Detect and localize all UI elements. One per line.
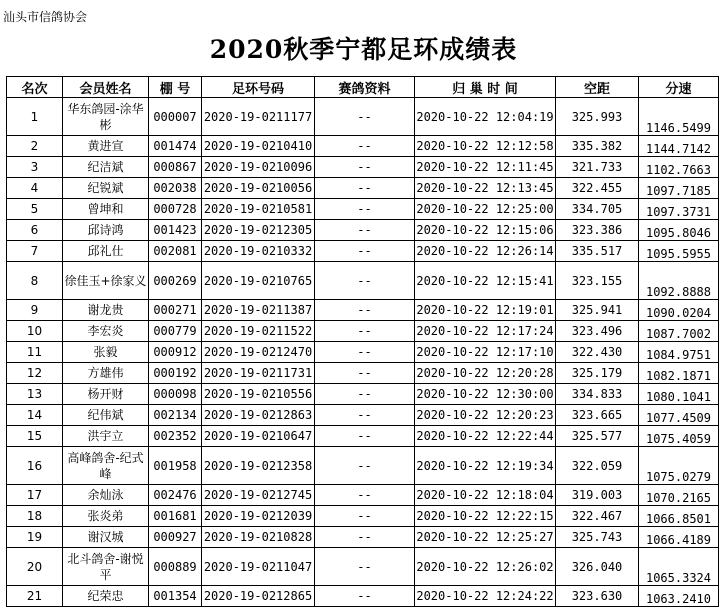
pigeon-info-cell: --	[315, 262, 415, 300]
speed-cell: 1144.7142	[639, 136, 719, 157]
speed-cell: 1066.8501	[639, 506, 719, 527]
ring-no-cell: 2020-19-0210056	[202, 178, 315, 199]
loft-no-cell: 002134	[149, 405, 202, 426]
pigeon-info-cell: --	[315, 241, 415, 262]
table-row	[7, 199, 719, 220]
table-row	[7, 98, 719, 136]
loft-no-cell: 002476	[149, 485, 202, 506]
speed-cell: 1087.7002	[639, 321, 719, 342]
rank-cell: 5	[7, 199, 63, 220]
arrival-time-cell: 2020-10-22 12:24:22	[415, 586, 556, 607]
arrival-time-cell: 2020-10-22 12:15:41	[415, 262, 556, 300]
table-row	[7, 262, 719, 300]
loft-no-cell: 002352	[149, 426, 202, 447]
loft-no-cell: 000912	[149, 342, 202, 363]
speed-cell: 1065.3324	[639, 548, 719, 586]
arrival-time-cell: 2020-10-22 12:15:06	[415, 220, 556, 241]
pigeon-info-cell: --	[315, 321, 415, 342]
pigeon-info-cell: --	[315, 426, 415, 447]
member-name-cell: 华东鸽园-涂华彬	[63, 98, 149, 136]
rank-cell: 8	[7, 262, 63, 300]
arrival-time-cell: 2020-10-22 12:17:10	[415, 342, 556, 363]
speed-cell: 1077.4509	[639, 405, 719, 426]
arrival-time-cell: 2020-10-22 12:26:02	[415, 548, 556, 586]
speed-cell: 1092.8888	[639, 262, 719, 300]
member-name-cell: 纪荣忠	[63, 586, 149, 607]
ring-no-cell: 2020-19-0210647	[202, 426, 315, 447]
pigeon-info-cell: --	[315, 220, 415, 241]
distance-cell: 325.941	[556, 300, 639, 321]
ring-no-cell: 2020-19-0212305	[202, 220, 315, 241]
arrival-time-cell: 2020-10-22 12:19:34	[415, 447, 556, 485]
member-name-cell: 谢汉城	[63, 527, 149, 548]
pigeon-info-cell: --	[315, 363, 415, 384]
table-row	[7, 506, 719, 527]
member-name-cell: 纪伟斌	[63, 405, 149, 426]
col-header-ring-no: 足环号码	[202, 77, 315, 98]
distance-cell: 323.665	[556, 405, 639, 426]
table-row	[7, 384, 719, 405]
member-name-cell: 邱诗鸿	[63, 220, 149, 241]
distance-cell: 322.455	[556, 178, 639, 199]
pigeon-info-cell: --	[315, 384, 415, 405]
rank-cell: 13	[7, 384, 63, 405]
ring-no-cell: 2020-19-0212358	[202, 447, 315, 485]
col-header-distance: 空距	[556, 77, 639, 98]
distance-cell: 323.496	[556, 321, 639, 342]
table-row	[7, 342, 719, 363]
speed-cell: 1075.0279	[639, 447, 719, 485]
rank-cell: 1	[7, 98, 63, 136]
member-name-cell: 李宏炎	[63, 321, 149, 342]
table-row	[7, 586, 719, 607]
pigeon-info-cell: --	[315, 136, 415, 157]
ring-no-cell: 2020-19-0210556	[202, 384, 315, 405]
rank-cell: 20	[7, 548, 63, 586]
distance-cell: 323.386	[556, 220, 639, 241]
distance-cell: 326.040	[556, 548, 639, 586]
pigeon-info-cell: --	[315, 199, 415, 220]
member-name-cell: 纪锐斌	[63, 178, 149, 199]
rank-cell: 10	[7, 321, 63, 342]
results-table	[6, 76, 719, 607]
arrival-time-cell: 2020-10-22 12:18:04	[415, 485, 556, 506]
col-header-rank: 名次	[7, 77, 63, 98]
rank-cell: 7	[7, 241, 63, 262]
arrival-time-cell: 2020-10-22 12:25:00	[415, 199, 556, 220]
distance-cell: 322.059	[556, 447, 639, 485]
loft-no-cell: 000269	[149, 262, 202, 300]
table-header-row	[7, 77, 719, 98]
arrival-time-cell: 2020-10-22 12:11:45	[415, 157, 556, 178]
pigeon-info-cell: --	[315, 485, 415, 506]
ring-no-cell: 2020-19-0211731	[202, 363, 315, 384]
rank-cell: 16	[7, 447, 63, 485]
loft-no-cell: 002038	[149, 178, 202, 199]
table-row	[7, 136, 719, 157]
loft-no-cell: 000779	[149, 321, 202, 342]
member-name-cell: 洪宇立	[63, 426, 149, 447]
rank-cell: 6	[7, 220, 63, 241]
rank-cell: 21	[7, 586, 63, 607]
arrival-time-cell: 2020-10-22 12:12:58	[415, 136, 556, 157]
arrival-time-cell: 2020-10-22 12:13:45	[415, 178, 556, 199]
pigeon-info-cell: --	[315, 178, 415, 199]
distance-cell: 325.993	[556, 98, 639, 136]
rank-cell: 15	[7, 426, 63, 447]
pigeon-info-cell: --	[315, 548, 415, 586]
loft-no-cell: 001681	[149, 506, 202, 527]
loft-no-cell: 000889	[149, 548, 202, 586]
speed-cell: 1082.1871	[639, 363, 719, 384]
table-row	[7, 405, 719, 426]
arrival-time-cell: 2020-10-22 12:26:14	[415, 241, 556, 262]
distance-cell: 325.577	[556, 426, 639, 447]
rank-cell: 18	[7, 506, 63, 527]
ring-no-cell: 2020-19-0210332	[202, 241, 315, 262]
distance-cell: 322.430	[556, 342, 639, 363]
distance-cell: 334.833	[556, 384, 639, 405]
loft-no-cell: 001423	[149, 220, 202, 241]
table-row	[7, 527, 719, 548]
rank-cell: 3	[7, 157, 63, 178]
arrival-time-cell: 2020-10-22 12:17:24	[415, 321, 556, 342]
organization-label: 汕头市信鸽协会	[3, 10, 88, 24]
table-row	[7, 157, 719, 178]
table-row	[7, 300, 719, 321]
ring-no-cell: 2020-19-0212865	[202, 586, 315, 607]
distance-cell: 335.382	[556, 136, 639, 157]
table-row	[7, 548, 719, 586]
rank-cell: 2	[7, 136, 63, 157]
rank-cell: 17	[7, 485, 63, 506]
loft-no-cell: 000271	[149, 300, 202, 321]
loft-no-cell: 000867	[149, 157, 202, 178]
speed-cell: 1102.7663	[639, 157, 719, 178]
ring-no-cell: 2020-19-0210828	[202, 527, 315, 548]
ring-no-cell: 2020-19-0211522	[202, 321, 315, 342]
distance-cell: 334.705	[556, 199, 639, 220]
distance-cell: 323.155	[556, 262, 639, 300]
distance-cell: 325.743	[556, 527, 639, 548]
page-title: 2020秋季宁都足环成绩表	[209, 35, 518, 64]
table-row	[7, 363, 719, 384]
member-name-cell: 张炎弟	[63, 506, 149, 527]
member-name-cell: 黄进宣	[63, 136, 149, 157]
arrival-time-cell: 2020-10-22 12:04:19	[415, 98, 556, 136]
table-row	[7, 178, 719, 199]
table-row	[7, 241, 719, 262]
speed-cell: 1075.4059	[639, 426, 719, 447]
ring-no-cell: 2020-19-0210096	[202, 157, 315, 178]
speed-cell: 1097.3731	[639, 199, 719, 220]
table-row	[7, 447, 719, 485]
distance-cell: 322.467	[556, 506, 639, 527]
distance-cell: 335.517	[556, 241, 639, 262]
rank-cell: 19	[7, 527, 63, 548]
arrival-time-cell: 2020-10-22 12:20:28	[415, 363, 556, 384]
speed-cell: 1095.5955	[639, 241, 719, 262]
member-name-cell: 高峰鸽舍-纪式峰	[63, 447, 149, 485]
pigeon-info-cell: --	[315, 157, 415, 178]
member-name-cell: 张毅	[63, 342, 149, 363]
member-name-cell: 谢龙贵	[63, 300, 149, 321]
ring-no-cell: 2020-19-0212745	[202, 485, 315, 506]
loft-no-cell: 000098	[149, 384, 202, 405]
col-header-member-name: 会员姓名	[63, 77, 149, 98]
pigeon-info-cell: --	[315, 586, 415, 607]
loft-no-cell: 002081	[149, 241, 202, 262]
arrival-time-cell: 2020-10-22 12:25:27	[415, 527, 556, 548]
loft-no-cell: 000007	[149, 98, 202, 136]
speed-cell: 1063.2410	[639, 586, 719, 607]
ring-no-cell: 2020-19-0210410	[202, 136, 315, 157]
arrival-time-cell: 2020-10-22 12:20:23	[415, 405, 556, 426]
pigeon-info-cell: --	[315, 527, 415, 548]
loft-no-cell: 000192	[149, 363, 202, 384]
loft-no-cell: 001474	[149, 136, 202, 157]
member-name-cell: 北斗鸽舍-谢悦平	[63, 548, 149, 586]
ring-no-cell: 2020-19-0211177	[202, 98, 315, 136]
rank-cell: 9	[7, 300, 63, 321]
speed-cell: 1097.7185	[639, 178, 719, 199]
loft-no-cell: 000927	[149, 527, 202, 548]
arrival-time-cell: 2020-10-22 12:30:00	[415, 384, 556, 405]
member-name-cell: 余灿泳	[63, 485, 149, 506]
ring-no-cell: 2020-19-0211047	[202, 548, 315, 586]
table-row	[7, 485, 719, 506]
member-name-cell: 徐佳玉+徐家义	[63, 262, 149, 300]
rank-cell: 11	[7, 342, 63, 363]
table-row	[7, 426, 719, 447]
speed-cell: 1084.9751	[639, 342, 719, 363]
loft-no-cell: 001958	[149, 447, 202, 485]
ring-no-cell: 2020-19-0212470	[202, 342, 315, 363]
loft-no-cell: 001354	[149, 586, 202, 607]
arrival-time-cell: 2020-10-22 12:22:15	[415, 506, 556, 527]
member-name-cell: 纪洁斌	[63, 157, 149, 178]
pigeon-info-cell: --	[315, 405, 415, 426]
rank-cell: 14	[7, 405, 63, 426]
ring-no-cell: 2020-19-0211387	[202, 300, 315, 321]
speed-cell: 1066.4189	[639, 527, 719, 548]
loft-no-cell: 000728	[149, 199, 202, 220]
member-name-cell: 曾坤和	[63, 199, 149, 220]
arrival-time-cell: 2020-10-22 12:19:01	[415, 300, 556, 321]
pigeon-info-cell: --	[315, 506, 415, 527]
rank-cell: 4	[7, 178, 63, 199]
member-name-cell: 方雄伟	[63, 363, 149, 384]
pigeon-info-cell: --	[315, 342, 415, 363]
rank-cell: 12	[7, 363, 63, 384]
distance-cell: 321.733	[556, 157, 639, 178]
table-row	[7, 220, 719, 241]
distance-cell: 325.179	[556, 363, 639, 384]
ring-no-cell: 2020-19-0212039	[202, 506, 315, 527]
member-name-cell: 杨开财	[63, 384, 149, 405]
table-row	[7, 321, 719, 342]
speed-cell: 1146.5499	[639, 98, 719, 136]
speed-cell: 1080.1041	[639, 384, 719, 405]
pigeon-info-cell: --	[315, 98, 415, 136]
ring-no-cell: 2020-19-0212863	[202, 405, 315, 426]
pigeon-info-cell: --	[315, 300, 415, 321]
col-header-speed: 分速	[639, 77, 719, 98]
col-header-loft-no: 棚 号	[149, 77, 202, 98]
col-header-arrival-time: 归 巢 时 间	[415, 77, 556, 98]
speed-cell: 1070.2165	[639, 485, 719, 506]
ring-no-cell: 2020-19-0210765	[202, 262, 315, 300]
pigeon-info-cell: --	[315, 447, 415, 485]
distance-cell: 323.630	[556, 586, 639, 607]
distance-cell: 319.003	[556, 485, 639, 506]
speed-cell: 1095.8046	[639, 220, 719, 241]
arrival-time-cell: 2020-10-22 12:22:44	[415, 426, 556, 447]
ring-no-cell: 2020-19-0210581	[202, 199, 315, 220]
speed-cell: 1090.0204	[639, 300, 719, 321]
member-name-cell: 邱礼仕	[63, 241, 149, 262]
col-header-pigeon-info: 赛鸽资料	[315, 77, 415, 98]
